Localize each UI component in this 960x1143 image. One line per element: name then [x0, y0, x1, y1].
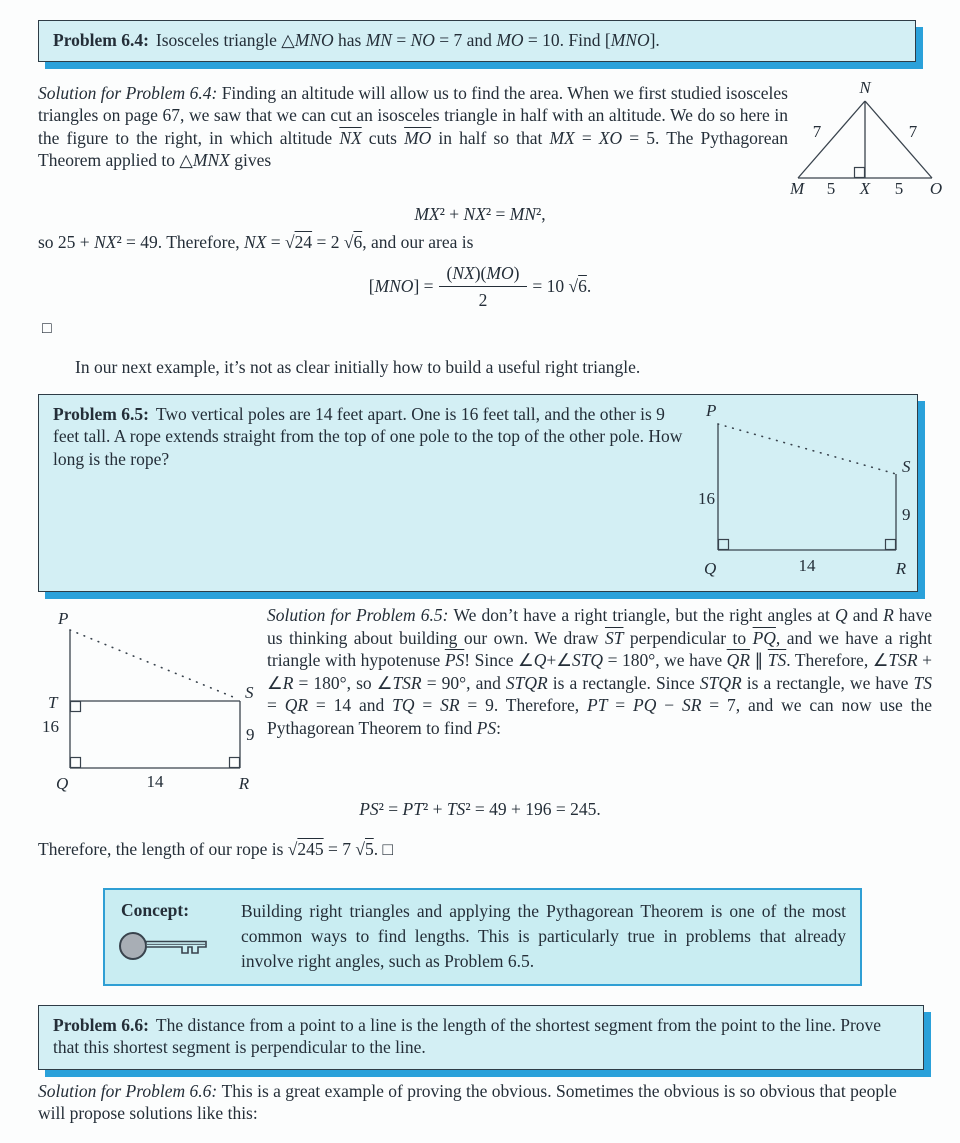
right-angle-mark-t [71, 702, 81, 712]
right-angle-mark-r [886, 540, 896, 550]
fig65a-label-r: R [895, 559, 907, 578]
fig64-base-left: 5 [826, 179, 836, 198]
solution-6-6-paragraph: Solution for Problem 6.6: This is a great example of proving the obvious. Sometimes the obvious is so obvious that people will propose solutions like this: [38, 1081, 897, 1124]
rope-dotted-line-2 [70, 630, 238, 699]
solution-6-4-paragraph: Solution for Problem 6.4: Finding an altitude will allow us to find the area. When we first studied isosceles triangles on page 67, we saw that we can cut an isosceles triangle in half with an altitude. We do so here in the figure to the right, in which altitude $\overline{NX}$ cuts $\overline{MO}$ in half so that MX = XO = 5. The Pythagorean Theorem applied to △MNX gives [38, 83, 788, 171]
line-nx-value: so 25 + NX² = 49. Therefore, NX = √24 = 2 √6, and our area is [38, 232, 474, 252]
problem-6-5-body: Two vertical poles are 14 feet apart. One is 16 feet tall, and the other is 9 feet tall. A rope extends straight from the top of one pole to the top of the other pole. How long is the rope? [53, 404, 683, 469]
fig65b-label-r: R [238, 774, 250, 793]
area-lhs: [MNO] = [368, 276, 434, 297]
problem-6-6-label: Problem 6.6: [53, 1015, 149, 1035]
fig64-base-right: 5 [894, 179, 904, 198]
qed-mark-1: □ [42, 320, 52, 337]
fig64-side-left: 7 [812, 122, 822, 141]
fig64-label-x: X [859, 179, 871, 198]
problem-6-6-box [38, 1005, 924, 1070]
problem-6-4-body: Isosceles triangle △MNO has MN = NO = 7 and MO = 10. Find [MNO]. [155, 30, 660, 50]
fig65a-right-length: 9 [902, 505, 911, 524]
right-angle-mark-q [719, 540, 729, 550]
fig65b-label-q: Q [56, 774, 69, 793]
fig65b-base-length: 14 [146, 772, 164, 791]
right-angle-mark [855, 168, 865, 178]
fraction [439, 262, 528, 311]
equation-area-mno [0, 262, 960, 311]
fig65b-label-p: P [58, 609, 69, 628]
figure-rectangle-stqr [42, 608, 257, 793]
problem-6-4-box [38, 20, 916, 62]
fraction-denominator: 2 [478, 290, 488, 310]
fig65a-label-p: P [706, 401, 717, 420]
fig64-side-right: 7 [908, 122, 918, 141]
fig64-label-m: M [790, 179, 805, 198]
fraction-numerator: (NX)(MO) [439, 262, 528, 287]
fig65b-label-s: S [245, 683, 254, 702]
fig65b-right-length: 9 [246, 725, 255, 744]
key-icon [117, 928, 209, 969]
rope-dotted-line [718, 424, 896, 474]
fig64-label-n: N [859, 80, 871, 97]
figure-triangle-mno [790, 80, 950, 198]
area-rhs: = 10 √6. [532, 276, 592, 297]
concept-body: Building right triangles and applying the Pythagorean Theorem is one of the most common ways to find lengths. This is particularly true in problems that already involve right angles, such as Problem 6.5. [241, 901, 846, 972]
figure-two-poles [698, 398, 913, 580]
problem-6-6-body: The distance from a point to a line is the length of the shortest segment from the point to the line. Prove that this shortest segment is perpendicular to the line. [53, 1015, 882, 1058]
interlude-paragraph: In our next example, it’s not as clear initially how to build a useful right triangle. [75, 357, 641, 377]
problem-6-4-label: Problem 6.4: [53, 30, 149, 50]
solution-6-5-paragraph: Solution for Problem 6.5: We don’t have a right triangle, but the right angles at Q and R have us thinking about building our own. We draw $\overline{ST}$ perpendicular to $\overline{PQ}$, and we have a right triangle with hypotenuse $\overline{PS}$! Since ∠Q+∠STQ = 180°, we have $\overline{QR}$ ∥ $\overline{TS}$. Therefore, ∠TSR + ∠R = 180°, so ∠TSR = 90°, and STQR is a rectangle. Since STQR is a rectangle, we have TS = QR = 14 and TQ = SR = 9. Therefore, PT = PQ − SR = 7, and we can now use the Pythagorean Theorem to find PS: [267, 605, 933, 738]
right-angle-mark-r2 [230, 758, 240, 768]
fig65a-label-s: S [902, 457, 911, 476]
fig65b-label-t: T [48, 693, 58, 712]
concept-box [103, 888, 862, 986]
fig65b-left-length: 16 [42, 717, 59, 736]
problem-6-5-box [38, 394, 918, 592]
rope-length-line: Therefore, the length of our rope is √245 = 7 √5. □ [38, 839, 394, 859]
fig65a-base-length: 14 [798, 556, 816, 575]
equation-pythagorean-64: MX² + NX² = MN², [414, 204, 546, 224]
fig65a-label-q: Q [704, 559, 717, 578]
equation-ps: PS² = PT² + TS² = 49 + 196 = 245. [359, 799, 601, 819]
right-angle-mark-q2 [71, 758, 81, 768]
concept-label: Concept: [121, 900, 190, 920]
problem-6-5-label: Problem 6.5: [53, 404, 149, 424]
fig64-label-o: O [929, 179, 943, 198]
fig65a-left-length: 16 [698, 489, 715, 508]
